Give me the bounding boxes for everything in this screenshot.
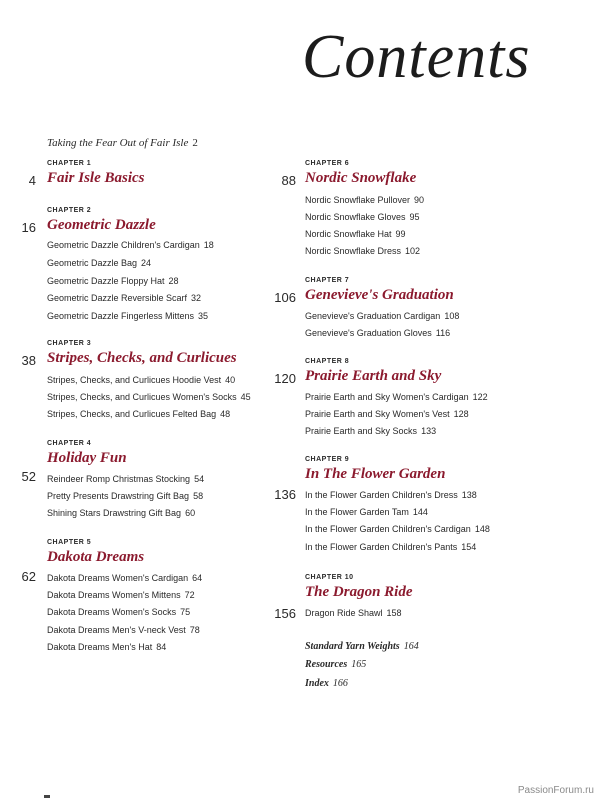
back-matter-title: Standard Yarn Weights bbox=[305, 641, 400, 652]
item-name: Reindeer Romp Christmas Stocking bbox=[47, 474, 191, 484]
chapter-title: Holiday Fun bbox=[47, 450, 127, 466]
list-item[interactable] bbox=[47, 258, 151, 268]
list-item[interactable] bbox=[47, 642, 166, 652]
item-name: Dakota Dreams Men's Hat bbox=[47, 642, 153, 652]
item-page: 35 bbox=[198, 311, 209, 321]
chapter-label: CHAPTER 7 bbox=[305, 277, 350, 284]
item-page: 144 bbox=[412, 507, 428, 517]
chapter-label: CHAPTER 6 bbox=[305, 160, 350, 167]
chapter-page: 38 bbox=[21, 353, 36, 368]
item-page: 72 bbox=[184, 590, 195, 600]
chapter-title: Geometric Dazzle bbox=[47, 217, 156, 233]
list-item[interactable] bbox=[305, 524, 490, 534]
item-page: 28 bbox=[168, 276, 179, 286]
item-page: 75 bbox=[180, 607, 191, 617]
chapter-page: 136 bbox=[274, 487, 296, 502]
item-page: 128 bbox=[453, 409, 469, 419]
item-page: 148 bbox=[474, 524, 490, 534]
item-page: 18 bbox=[203, 240, 214, 250]
chapter-title: Stripes, Checks, and Curlicues bbox=[47, 350, 237, 366]
item-name: Geometric Dazzle Floppy Hat bbox=[47, 276, 165, 286]
intro-entry[interactable] bbox=[47, 137, 198, 149]
chapter-label: CHAPTER 1 bbox=[47, 160, 92, 167]
item-name: Prairie Earth and Sky Women's Cardigan bbox=[305, 392, 469, 402]
list-item[interactable] bbox=[47, 474, 204, 484]
item-name: Dakota Dreams Women's Mittens bbox=[47, 590, 181, 600]
chapter-page: 4 bbox=[28, 173, 36, 188]
item-page: 40 bbox=[225, 375, 236, 385]
chapter-title: Dakota Dreams bbox=[47, 549, 145, 565]
list-item[interactable] bbox=[305, 490, 477, 500]
list-item[interactable] bbox=[47, 240, 214, 250]
item-page: 158 bbox=[386, 608, 402, 618]
list-item[interactable] bbox=[47, 375, 235, 385]
scan-artifact bbox=[44, 795, 50, 798]
chapter-title: In The Flower Garden bbox=[305, 466, 446, 482]
back-matter-item[interactable] bbox=[305, 659, 366, 670]
list-item[interactable] bbox=[47, 276, 179, 286]
back-matter-page: 166 bbox=[332, 678, 348, 689]
item-page: 64 bbox=[192, 573, 203, 583]
intro-title: Taking the Fear Out of Fair Isle bbox=[47, 137, 189, 149]
list-item[interactable] bbox=[305, 426, 436, 436]
list-item[interactable] bbox=[305, 392, 488, 402]
chapter-label: CHAPTER 8 bbox=[305, 358, 350, 365]
item-page: 54 bbox=[194, 474, 205, 484]
list-item[interactable] bbox=[305, 229, 406, 239]
item-name: Prairie Earth and Sky Socks bbox=[305, 426, 418, 436]
item-name: Dakota Dreams Women's Socks bbox=[47, 607, 177, 617]
chapter-label: CHAPTER 3 bbox=[47, 340, 92, 347]
item-page: 95 bbox=[409, 212, 420, 222]
list-item[interactable] bbox=[305, 328, 450, 338]
back-matter-item[interactable] bbox=[305, 678, 348, 689]
list-item[interactable] bbox=[47, 590, 195, 600]
list-item[interactable] bbox=[47, 311, 208, 321]
item-page: 102 bbox=[405, 246, 421, 256]
back-matter-title: Resources bbox=[305, 659, 348, 670]
item-page: 58 bbox=[193, 491, 204, 501]
list-item[interactable] bbox=[47, 508, 195, 518]
item-name: Stripes, Checks, and Curlicues Hoodie Vest bbox=[47, 375, 222, 385]
item-name: In the Flower Garden Children's Pants bbox=[305, 542, 458, 552]
list-item[interactable] bbox=[305, 195, 424, 205]
item-name: Nordic Snowflake Hat bbox=[305, 229, 392, 239]
list-item[interactable] bbox=[305, 608, 402, 618]
list-item[interactable] bbox=[47, 392, 251, 402]
item-page: 48 bbox=[220, 409, 231, 419]
list-item[interactable] bbox=[305, 542, 476, 552]
item-name: Geometric Dazzle Fingerless Mittens bbox=[47, 311, 195, 321]
chapter-page: 120 bbox=[274, 371, 296, 386]
chapter-label: CHAPTER 10 bbox=[305, 574, 354, 581]
back-matter-page: 164 bbox=[403, 641, 419, 652]
list-item[interactable] bbox=[47, 607, 190, 617]
item-name: Prairie Earth and Sky Women's Vest bbox=[305, 409, 450, 419]
item-page: 99 bbox=[395, 229, 406, 239]
item-name: Geometric Dazzle Bag bbox=[47, 258, 138, 268]
chapter-page: 88 bbox=[281, 173, 296, 188]
item-page: 138 bbox=[461, 490, 477, 500]
item-name: Dragon Ride Shawl bbox=[305, 608, 383, 618]
watermark: PassionForum.ru bbox=[517, 785, 594, 796]
item-name: Dakota Dreams Men's V-neck Vest bbox=[47, 625, 186, 635]
back-matter-page: 165 bbox=[351, 659, 367, 670]
list-item[interactable] bbox=[305, 212, 420, 222]
item-name: Stripes, Checks, and Curlicues Felted Bag bbox=[47, 409, 217, 419]
item-page: 122 bbox=[472, 392, 488, 402]
item-name: Nordic Snowflake Dress bbox=[305, 246, 402, 256]
item-name: In the Flower Garden Children's Cardigan bbox=[305, 524, 471, 534]
chapter-label: CHAPTER 9 bbox=[305, 456, 350, 463]
item-page: 24 bbox=[141, 258, 152, 268]
item-page: 154 bbox=[461, 542, 477, 552]
item-page: 60 bbox=[185, 508, 196, 518]
list-item[interactable] bbox=[47, 625, 200, 635]
item-name: Shining Stars Drawstring Gift Bag bbox=[47, 508, 182, 518]
chapter-page: 16 bbox=[21, 220, 36, 235]
item-page: 32 bbox=[191, 293, 202, 303]
item-name: Geometric Dazzle Children's Cardigan bbox=[47, 240, 200, 250]
item-name: Nordic Snowflake Gloves bbox=[305, 212, 406, 222]
list-item[interactable] bbox=[47, 293, 201, 303]
chapter-title: The Dragon Ride bbox=[305, 584, 413, 600]
chapter-title: Fair Isle Basics bbox=[47, 170, 145, 186]
item-page: 45 bbox=[240, 392, 251, 402]
item-name: Stripes, Checks, and Curlicues Women's Socks bbox=[47, 392, 237, 402]
chapter-title: Genevieve's Graduation bbox=[305, 287, 454, 303]
item-page: 90 bbox=[414, 195, 425, 205]
item-name: Dakota Dreams Women's Cardigan bbox=[47, 573, 189, 583]
item-name: In the Flower Garden Tam bbox=[305, 507, 409, 517]
back-matter-title: Index bbox=[305, 678, 329, 689]
item-name: Pretty Presents Drawstring Gift Bag bbox=[47, 491, 190, 501]
chapter-title: Nordic Snowflake bbox=[305, 170, 417, 186]
list-item[interactable] bbox=[305, 311, 459, 321]
chapter-label: CHAPTER 5 bbox=[47, 539, 92, 546]
back-matter-item[interactable] bbox=[305, 641, 419, 652]
item-page: 84 bbox=[156, 642, 167, 652]
item-page: 108 bbox=[444, 311, 460, 321]
page-title: Contents bbox=[302, 23, 531, 91]
chapter-page: 62 bbox=[21, 569, 36, 584]
list-item[interactable] bbox=[47, 491, 203, 501]
chapter-label: CHAPTER 2 bbox=[47, 207, 92, 214]
item-name: In the Flower Garden Children's Dress bbox=[305, 490, 458, 500]
item-name: Nordic Snowflake Pullover bbox=[305, 195, 411, 205]
list-item[interactable] bbox=[47, 409, 230, 419]
item-name: Geometric Dazzle Reversible Scarf bbox=[47, 293, 188, 303]
chapter-page: 156 bbox=[274, 606, 296, 621]
item-page: 116 bbox=[435, 328, 451, 338]
list-item[interactable] bbox=[305, 246, 420, 256]
item-page: 78 bbox=[189, 625, 200, 635]
list-item[interactable] bbox=[305, 409, 469, 419]
chapter-label: CHAPTER 4 bbox=[47, 440, 92, 447]
item-page: 133 bbox=[421, 426, 437, 436]
chapter-title: Prairie Earth and Sky bbox=[305, 368, 442, 384]
chapter-page: 52 bbox=[21, 469, 36, 484]
chapter-page: 106 bbox=[274, 290, 296, 305]
list-item[interactable] bbox=[305, 507, 428, 517]
item-name: Genevieve's Graduation Cardigan bbox=[305, 311, 441, 321]
intro-page: 2 bbox=[192, 137, 198, 149]
item-name: Genevieve's Graduation Gloves bbox=[305, 328, 432, 338]
list-item[interactable] bbox=[47, 573, 202, 583]
